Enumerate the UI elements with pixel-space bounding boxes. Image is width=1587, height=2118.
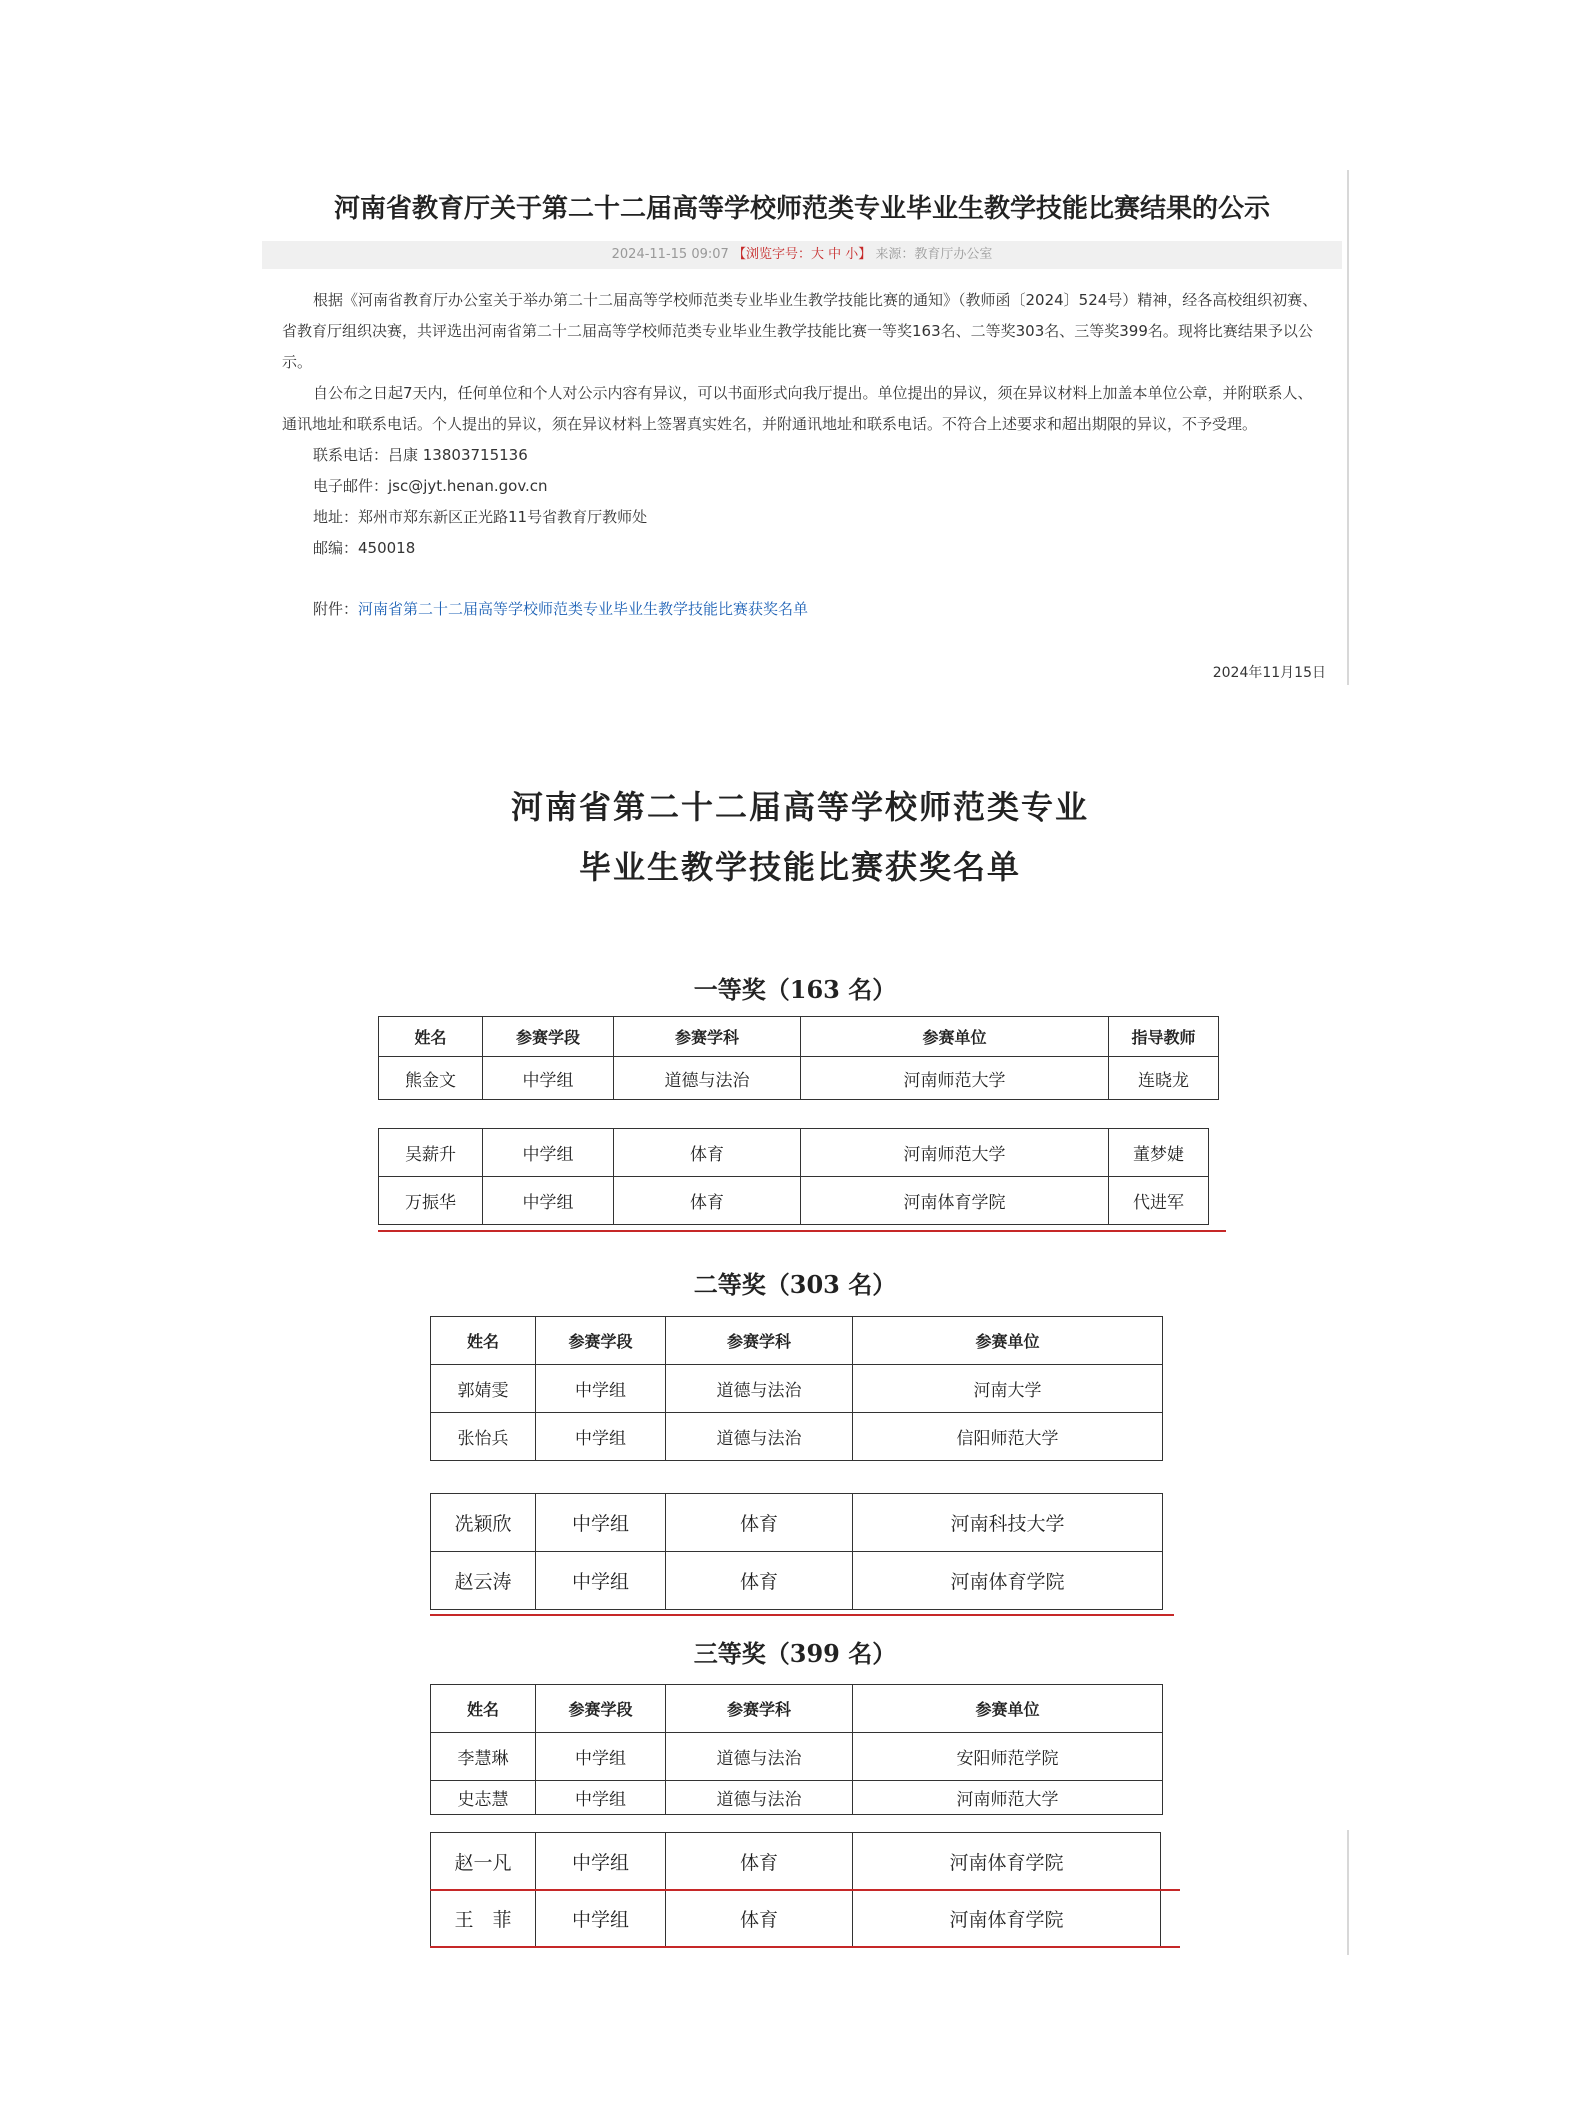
table-row: [431, 1733, 1163, 1781]
header-stage: 参赛学段: [536, 1685, 666, 1733]
cell-subject: 体育: [666, 1494, 853, 1552]
header-unit: 参赛单位: [801, 1017, 1109, 1057]
cell-unit: 河南体育学院: [853, 1890, 1161, 1948]
first-prize-table-a: [378, 1016, 1219, 1100]
cell-subject: 道德与法治: [666, 1781, 853, 1815]
body-paragraph-1: 根据《河南省教育厅办公室关于举办第二十二届高等学校师范类专业毕业生教学技能比赛的通知》（教师函〔2024〕524号）精神，经各高校组织初赛、省教育厅组织决赛，共评选出河南省第二十二届高等学校师范类专业毕业生教学技能比赛一等奖163名、二等奖303名、三等奖399名。现将比赛结果予以公示。: [282, 291, 1318, 371]
font-size-switcher[interactable]: 【浏览字号：大 中 小】: [732, 247, 872, 262]
header-stage: 参赛学段: [483, 1017, 614, 1057]
cell-stage: 中学组: [483, 1129, 614, 1177]
third-prize-table-a: [430, 1684, 1163, 1815]
page-edge-line-top: [1347, 170, 1349, 685]
body-paragraph-2: 自公布之日起7天内，任何单位和个人对公示内容有异议，可以书面形式向我厅提出。单位提出的异议，须在异议材料上加盖本单位公章，并附联系人、通讯地址和联系电话。个人提出的异议，须在异议材料上签署真实姓名，并附通讯地址和联系电话。不符合上述要求和超出期限的异议，不予受理。: [282, 384, 1313, 433]
cell-unit: 河南体育学院: [853, 1833, 1161, 1890]
cell-name: 张怡兵: [431, 1413, 536, 1461]
page-title: 河南省教育厅关于第二十二届高等学校师范类专业毕业生教学技能比赛结果的公示: [333, 194, 1270, 224]
cell-stage: 中学组: [536, 1733, 666, 1781]
cell-name: 李慧琳: [431, 1733, 536, 1781]
list-title-line-1: 河南省第二十二届高等学校师范类专业: [510, 788, 1089, 826]
contact-phone: 联系电话：吕康 13803715136: [313, 446, 528, 464]
cell-unit: 河南师范大学: [801, 1129, 1109, 1177]
contact-email: 电子邮件：jsc@jyt.henan.gov.cn: [313, 477, 548, 495]
table-row: [431, 1890, 1161, 1948]
cell-stage: 中学组: [536, 1365, 666, 1413]
table-row: [431, 1552, 1163, 1610]
second-prize-title: 二等奖（303 名）: [693, 1270, 897, 1299]
red-underline: [378, 1230, 1226, 1232]
cell-name: 郭婧雯: [431, 1365, 536, 1413]
header-name: 姓名: [431, 1685, 536, 1733]
cell-name: 赵云涛: [431, 1552, 536, 1610]
cell-name: 赵一凡: [431, 1833, 536, 1890]
cell-stage: 中学组: [483, 1057, 614, 1100]
cell-advisor: 代进军: [1109, 1177, 1209, 1225]
first-prize-title: 一等奖（163 名）: [693, 975, 897, 1004]
list-title-line-2: 毕业生教学技能比赛获奖名单: [578, 848, 1021, 886]
cell-unit: 河南大学: [853, 1365, 1163, 1413]
cell-subject: 体育: [666, 1833, 853, 1890]
second-prize-table-a: [430, 1316, 1163, 1461]
cell-subject: 体育: [666, 1890, 853, 1948]
cell-name: 王 菲: [431, 1890, 536, 1948]
cell-stage: 中学组: [536, 1494, 666, 1552]
cell-stage: 中学组: [536, 1890, 666, 1948]
header-name: 姓名: [431, 1317, 536, 1365]
attachment-link[interactable]: 河南省第二十二届高等学校师范类专业毕业生教学技能比赛获奖名单: [358, 600, 809, 618]
cell-advisor: 连晓龙: [1109, 1057, 1219, 1100]
header-unit: 参赛单位: [853, 1317, 1163, 1365]
cell-subject: 道德与法治: [666, 1733, 853, 1781]
red-underline: [430, 1946, 1180, 1948]
cell-stage: 中学组: [536, 1552, 666, 1610]
cell-advisor: 董梦婕: [1109, 1129, 1209, 1177]
cell-stage: 中学组: [536, 1413, 666, 1461]
header-advisor: 指导教师: [1109, 1017, 1219, 1057]
cell-stage: 中学组: [536, 1833, 666, 1890]
red-underline: [430, 1889, 1180, 1891]
attachment-line: [282, 594, 1322, 625]
article-body: [282, 285, 1322, 625]
cell-name: 熊金文: [379, 1057, 483, 1100]
third-prize-title: 三等奖（399 名）: [693, 1639, 897, 1668]
cell-unit: 河南师范大学: [801, 1057, 1109, 1100]
cell-subject: 体育: [614, 1129, 801, 1177]
cell-subject: 道德与法治: [666, 1365, 853, 1413]
table-row: [379, 1177, 1209, 1225]
cell-name: 史志慧: [431, 1781, 536, 1815]
cell-unit: 信阳师范大学: [853, 1413, 1163, 1461]
table-row: [379, 1057, 1219, 1100]
attachment-label: 附件：: [313, 600, 359, 618]
table-row: [431, 1781, 1163, 1815]
cell-unit: 安阳师范学院: [853, 1733, 1163, 1781]
red-underline: [430, 1614, 1174, 1616]
article-source: 来源：教育厅办公室: [875, 247, 993, 262]
second-prize-table-b: [430, 1493, 1163, 1610]
cell-subject: 体育: [614, 1177, 801, 1225]
table-row: [379, 1129, 1209, 1177]
header-unit: 参赛单位: [853, 1685, 1163, 1733]
cell-stage: 中学组: [483, 1177, 614, 1225]
header-name: 姓名: [379, 1017, 483, 1057]
announcement-date: 2024年11月15日: [1212, 665, 1326, 681]
cell-unit: 河南体育学院: [801, 1177, 1109, 1225]
cell-subject: 道德与法治: [666, 1413, 853, 1461]
table-row: [431, 1833, 1161, 1890]
cell-unit: 河南师范大学: [853, 1781, 1163, 1815]
cell-name: 万振华: [379, 1177, 483, 1225]
cell-unit: 河南科技大学: [853, 1494, 1163, 1552]
article-meta-bar: [262, 241, 1342, 269]
cell-stage: 中学组: [536, 1781, 666, 1815]
cell-name: 冼颖欣: [431, 1494, 536, 1552]
cell-subject: 道德与法治: [614, 1057, 801, 1100]
table-row: [431, 1413, 1163, 1461]
page-edge-line-bottom: [1347, 1830, 1349, 1955]
header-stage: 参赛学段: [536, 1317, 666, 1365]
contact-address: 地址：郑州市郑东新区正光路11号省教育厅教师处: [313, 508, 648, 526]
contact-postcode: 邮编：450018: [313, 539, 416, 557]
cell-unit: 河南体育学院: [853, 1552, 1163, 1610]
header-subject: 参赛学科: [614, 1017, 801, 1057]
first-prize-table-b: [378, 1128, 1209, 1225]
publish-datetime: 2024-11-15 09:07: [611, 247, 729, 262]
header-subject: 参赛学科: [666, 1317, 853, 1365]
cell-subject: 体育: [666, 1552, 853, 1610]
table-row: [431, 1365, 1163, 1413]
cell-name: 吴薪升: [379, 1129, 483, 1177]
table-row: [431, 1494, 1163, 1552]
header-subject: 参赛学科: [666, 1685, 853, 1733]
